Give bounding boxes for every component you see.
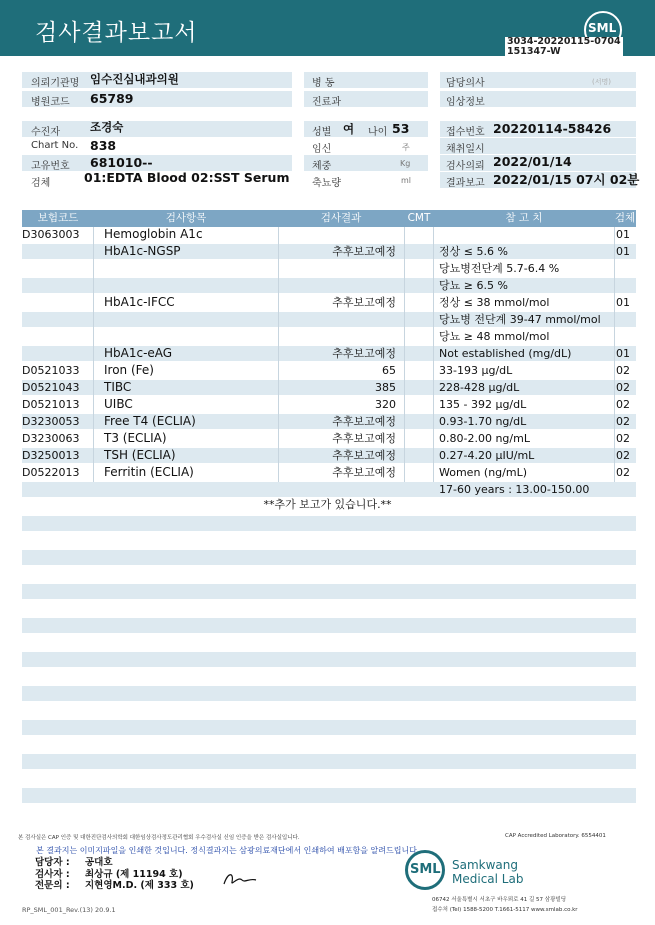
test-name-cell: Iron (Fe) xyxy=(104,363,154,377)
age-label: 나이 xyxy=(368,127,388,138)
reference-cell: 정상 ≤ 38 mmol/mol xyxy=(439,296,550,309)
reference-cell: Women (ng/mL) xyxy=(439,466,527,479)
test-name-cell: Ferritin (ECLIA) xyxy=(104,465,194,479)
result-cell: 추후보고예정 xyxy=(332,432,396,445)
specimen-cell: 02 xyxy=(616,466,630,479)
reference-cell: 0.27-4.20 μIU/mL xyxy=(439,449,535,462)
collect-label: 채취일시 xyxy=(446,144,485,155)
test-name-cell: T3 (ECLIA) xyxy=(104,431,167,445)
sex-label: 성별 xyxy=(312,127,332,138)
physician-label: 담당의사 xyxy=(446,78,485,89)
owner-value: 공대호 xyxy=(85,857,113,868)
table-stripe xyxy=(22,278,636,293)
result-cell: 추후보고예정 xyxy=(332,347,396,360)
result-cell: 385 xyxy=(375,381,396,394)
urine-unit: ml xyxy=(401,176,412,185)
result-cell: 추후보고예정 xyxy=(332,245,396,258)
test-name-cell: HbA1c-NGSP xyxy=(104,244,181,258)
physician-sign-placeholder: (서명) xyxy=(592,78,611,86)
chart-no-value: 838 xyxy=(90,138,117,153)
institution-value: 임수진심내과의원 xyxy=(90,72,179,86)
examiner-value: 최상규 (제 11194 호) xyxy=(85,869,183,880)
column-header-specimen: 검체 xyxy=(614,212,636,224)
result-cell: 추후보고예정 xyxy=(332,449,396,462)
form-code: RP_SML_001_Rev.(13) 20.9.1 xyxy=(22,906,116,914)
reference-cell: 당뇨병 전단계 39-47 mmol/mol xyxy=(439,313,601,326)
reference-cell: 228-428 μg/dL xyxy=(439,381,520,394)
pregnancy-label: 임신 xyxy=(312,144,332,155)
lab-name-line2: Medical Lab xyxy=(452,872,524,886)
reference-cell: Not established (mg/dL) xyxy=(439,347,572,360)
reference-cell: 135 - 392 μg/dL xyxy=(439,398,527,411)
test-name-cell: Free T4 (ECLIA) xyxy=(104,414,196,428)
clinical-label: 임상정보 xyxy=(446,97,485,108)
column-header-cmt: CMT xyxy=(407,212,431,224)
specialist-value: 지현영M.D. (제 333 호) xyxy=(85,880,194,891)
reference-cell: 당뇨 ≥ 48 mmol/mol xyxy=(439,330,550,343)
insurance-code-cell: D3230053 xyxy=(22,415,80,428)
insurance-code-cell: D0521033 xyxy=(22,364,80,377)
reference-cell: 정상 ≤ 5.6 % xyxy=(439,245,508,258)
examiner-label: 검사자 : xyxy=(35,869,70,880)
column-header-reference: 참 고 치 xyxy=(505,212,543,224)
hospital-code-value: 65789 xyxy=(90,91,134,106)
column-divider xyxy=(278,227,279,482)
cap-accredited-number: CAP Accredited Laboratory. 6554401 xyxy=(505,833,606,839)
specimen-cell: 02 xyxy=(616,415,630,428)
samkwang-logo-text: SML xyxy=(410,862,441,877)
request-value: 2022/01/14 xyxy=(493,154,572,169)
specimen-cell: 02 xyxy=(616,364,630,377)
receipt-label: 접수번호 xyxy=(446,127,485,138)
signature-icon xyxy=(222,868,258,888)
specialist-label: 전문의 : xyxy=(35,880,70,891)
patient-label: 수진자 xyxy=(31,127,60,138)
result-cell: 65 xyxy=(382,364,396,377)
column-divider xyxy=(614,227,615,482)
insurance-code-cell: D0521043 xyxy=(22,381,80,394)
lab-address: 06742 서울특별시 서초구 바우뫼로 41 길 57 삼광빌딩 xyxy=(432,897,567,903)
reference-cell: 당뇨병전단계 5.7-6.4 % xyxy=(439,262,560,275)
request-label: 검사의뢰 xyxy=(446,161,485,172)
insurance-code-cell: D0522013 xyxy=(22,466,80,479)
weight-unit: Kg xyxy=(400,159,411,168)
specimen-cell: 02 xyxy=(616,432,630,445)
result-cell: 추후보고예정 xyxy=(332,296,396,309)
institution-label: 의뢰기관명 xyxy=(31,78,80,89)
specimen-cell: 01 xyxy=(616,228,630,241)
receipt-value: 20220114-58426 xyxy=(493,121,612,136)
pregnancy-unit: 주 xyxy=(402,143,410,152)
weight-label: 체중 xyxy=(312,161,332,172)
report-value: 2022/01/15 07시 02분 xyxy=(493,172,640,187)
column-divider xyxy=(433,227,434,482)
report-title: 검사결과보고서 xyxy=(35,20,198,46)
table-stripe xyxy=(22,754,636,769)
test-name-cell: TSH (ECLIA) xyxy=(104,448,176,462)
urine-label: 축뇨량 xyxy=(312,178,341,189)
table-stripe xyxy=(22,618,636,633)
test-name-cell: UIBC xyxy=(104,397,133,411)
table-stripe xyxy=(22,652,636,667)
test-name-cell: HbA1c-eAG xyxy=(104,346,173,360)
chart-no-label: Chart No. xyxy=(31,140,79,151)
reference-cell: 0.93-1.70 ng/dL xyxy=(439,415,527,428)
hospital-code-label: 병원코드 xyxy=(31,97,70,108)
lab-name-line1: Samkwang xyxy=(452,858,518,872)
age-value: 53 xyxy=(392,121,410,136)
specimen-label: 검체 xyxy=(31,178,51,189)
reference-cell: 17-60 years : 13.00-150.00 xyxy=(439,483,590,496)
test-name-cell: TIBC xyxy=(104,380,132,394)
owner-label: 담당자 : xyxy=(35,857,70,868)
reference-cell: 0.80-2.00 ng/mL xyxy=(439,432,530,445)
document-number-line1: 3034-20220115-0704 xyxy=(507,36,621,47)
id-label: 고유번호 xyxy=(31,161,70,172)
ward-label: 병 동 xyxy=(312,78,335,89)
table-stripe xyxy=(22,788,636,803)
specimen-cell: 01 xyxy=(616,245,630,258)
patient-value: 조경숙 xyxy=(90,120,124,134)
column-header-test-item: 검사항목 xyxy=(165,212,207,224)
column-header-result: 검사결과 xyxy=(320,212,362,224)
specimen-cell: 02 xyxy=(616,381,630,394)
cap-certification-line: 본 검사실은 CAP 인증 및 대한진단검사의학회 대한임상검사정도관리협회 우수검사실 신임 인증을 받은 검사실입니다. xyxy=(18,835,300,841)
insurance-code-cell: D3230063 xyxy=(22,432,80,445)
table-stripe xyxy=(22,720,636,735)
sml-logo-text: SML xyxy=(588,21,617,35)
table-stripe xyxy=(22,550,636,565)
specimen-cell: 02 xyxy=(616,398,630,411)
test-name-cell: HbA1c-IFCC xyxy=(104,295,175,309)
dept-label: 진료과 xyxy=(312,97,341,108)
result-cell: 320 xyxy=(375,398,396,411)
lab-contact: 접수처 (Tel) 1588-5200 T.1661-5117 www.smlab.co.kr xyxy=(432,907,578,913)
sex-value: 여 xyxy=(343,122,355,136)
samkwang-lab-name xyxy=(452,858,523,886)
table-stripe xyxy=(22,516,636,531)
table-stripe xyxy=(22,584,636,599)
table-stripe xyxy=(22,686,636,701)
test-name-cell: Hemoglobin A1c xyxy=(104,227,203,241)
additional-report-note: **추가 보고가 있습니다.** xyxy=(263,498,392,511)
insurance-code-cell: D3250013 xyxy=(22,449,80,462)
report-label: 결과보고 xyxy=(446,178,485,189)
print-notice: 본 결과지는 이미지파일을 인쇄한 것입니다. 정식결과지는 삼광의료재단에서 인쇄하여 배포함을 알려드립니다. xyxy=(36,846,420,855)
column-divider xyxy=(93,227,94,482)
specimen-cell: 02 xyxy=(616,449,630,462)
result-cell: 추후보고예정 xyxy=(332,466,396,479)
column-divider xyxy=(404,227,405,482)
specimen-value: 01:EDTA Blood 02:SST Serum xyxy=(84,170,290,185)
reference-cell: 당뇨 ≥ 6.5 % xyxy=(439,279,508,292)
insurance-code-cell: D3063003 xyxy=(22,228,80,241)
document-number xyxy=(505,37,623,57)
specimen-cell: 01 xyxy=(616,296,630,309)
specimen-cell: 01 xyxy=(616,347,630,360)
insurance-code-cell: D0521013 xyxy=(22,398,80,411)
patient-box xyxy=(22,121,292,137)
column-header-insurance-code: 보험코드 xyxy=(37,212,79,224)
result-cell: 추후보고예정 xyxy=(332,415,396,428)
reference-cell: 33-193 μg/dL xyxy=(439,364,513,377)
document-number-line2: 151347-W xyxy=(507,46,561,57)
id-value: 681010-- xyxy=(90,155,153,170)
